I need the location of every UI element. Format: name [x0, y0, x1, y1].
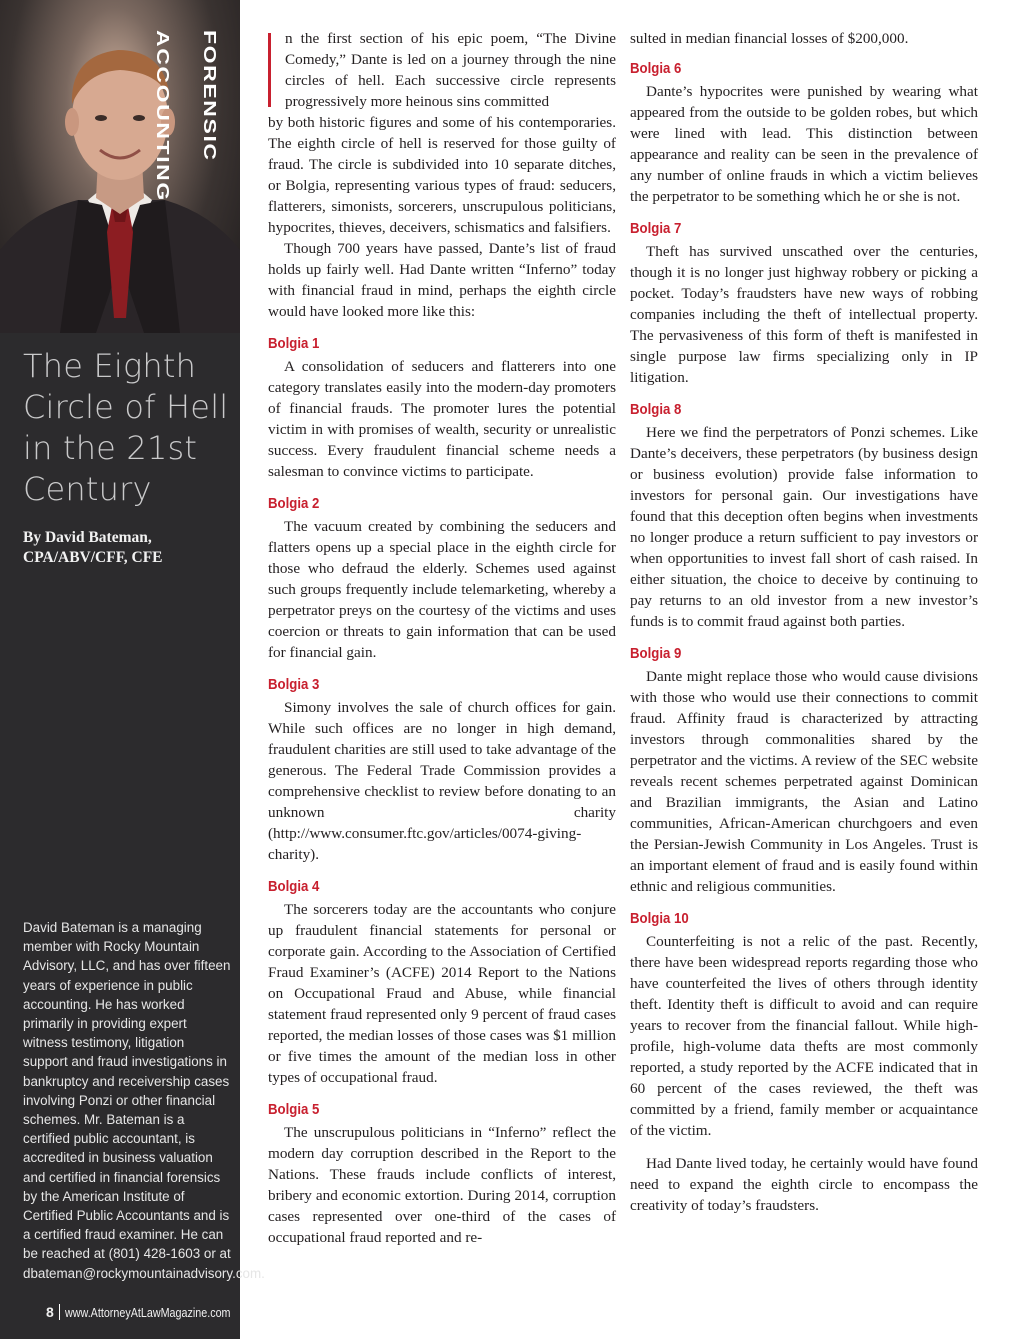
bolgia-2-heading: Bolgia 2: [268, 495, 320, 512]
article-column-2: [630, 28, 978, 1216]
article-title: The Eighth Circle of Hell in the 21st Century: [23, 347, 229, 508]
bolgia-4-heading: Bolgia 4: [268, 878, 320, 895]
bolgia-1-text: A consolidation of seducers and flatterers into one category translates easily into the modern-day promoters of financial frauds. The promoter lures the potential victim in with promises of wealth, security or unrealistic success. Every fraudulent financial scheme needs a salesman to convince victims to participate.: [268, 358, 616, 480]
bolgia-1-heading: Bolgia 1: [268, 335, 320, 352]
bolgia-6-heading: Bolgia 6: [630, 60, 682, 77]
byline-author: By David Bateman,: [23, 529, 152, 546]
intro-paragraph-2: Though 700 years have passed, Dante’s list of fraud holds up fairly well. Had Dante written “Inferno” today with financial fraud in mind, perhaps the eighth circle would have looked more like this:: [268, 240, 616, 320]
bolgia-4-text: The sorcerers today are the accountants who conjure up fraudulent financial statements for personal or corporate gain. According to the Association of Certified Fraud Examiner’s (ACFE) 2014 Report to the Nations on Occupational Fraud and Abuse, while financial statement fraud represented only 9 percent of fraud cases reported, the median losses of those cases was $1 million or five times the amount of the median loss in other types of occupational fraud.: [268, 901, 616, 1086]
section-label: FORENSIC ACCOUNTING: [153, 30, 221, 202]
bolgia-10-heading: Bolgia 10: [630, 910, 689, 927]
footer-url[interactable]: www.AttorneyAtLawMagazine.com: [64, 1306, 231, 1320]
closing-paragraph: Had Dante lived today, he certainly would have found need to expand the eighth circle to encompass the creativity of today’s fraudsters.: [630, 1155, 978, 1214]
bolgia-5-heading: Bolgia 5: [268, 1101, 320, 1118]
page-number: 8: [46, 1304, 54, 1320]
footer-divider: [59, 1304, 60, 1320]
bolgia-6-text: Dante’s hypocrites were punished by wearing what appeared from the outside to be golden robes, but which were lined with lead. This distinction between appearance and reality can be seen in the prevalence of any number of online frauds in which a victim believes the perpetrator to be something which he or she is not.: [630, 83, 978, 205]
bolgia-3-heading: Bolgia 3: [268, 676, 320, 693]
byline-credentials: CPA/ABV/CFF, CFE: [23, 549, 163, 566]
page-footer: [46, 1304, 257, 1320]
bolgia-7-heading: Bolgia 7: [630, 220, 682, 237]
drop-cap-rule: [268, 33, 271, 107]
intro-paragraph-rest: by both historic figures and some of his contemporaries. The eighth circle of hell is reserved for those guilty of fraud. The circle is subdivided into 10 separate ditches, or Bolgia, representing various types of fraud: seducers, flatterers, simonists, sorcerers, unscrupulous politicians, hypocrites, thieves, deceivers, schismatics and falsifiers.: [268, 114, 616, 236]
byline: [23, 528, 233, 568]
bolgia-7-text: Theft has survived unscathed over the centuries, though it is no longer just highway robbery or picking a pocket. Today’s fraudsters have new ways of robbing companies including the theft of intellectual property. The pervasiveness of this form of theft is manifested in single purpose law firms specializing only in IP litigation.: [630, 243, 978, 386]
bolgia-10-text: Counterfeiting is not a relic of the past. Recently, there have been widespread reports regarding those who have counterfeited the lives of others through identity theft. Identity theft is difficult to avoid and can require years to recover from the financial fallout. While high-profile, high-volume data thefts are most commonly reported, a study reported by the ACFE indicated that in 60 percent of the cases reviewed, the theft was committed by a friend, family member or acquaintance of the victim.: [630, 933, 978, 1139]
bolgia-8-heading: Bolgia 8: [630, 401, 682, 418]
bolgia-9-heading: Bolgia 9: [630, 645, 682, 662]
lede: [268, 28, 616, 238]
sidebar: [0, 0, 265, 1339]
author-bio: David Bateman is a managing member with Rocky Mountain Advisory, LLC, and has over fifteen years of experience in public accounting. He has worked primarily in providing expert witness testimony, litigation support and fraud investigations in bankruptcy and receivership cases involving Ponzi or other financial schemes. Mr. Bateman is a certified public accountant, is accredited in business valuation and certified in financial forensics by the American Institute of Certified Public Accountants and is a certified fraud examiner. He can be reached at (801) 428-1603 or at dbateman@rockymountainadvisory.com.: [23, 920, 265, 1281]
bolgia-3-text: Simony involves the sale of church offices for gain. While such offices are no longer in high demand, fraudulent charities are still used to take advantage of the generous. The Federal Trade Commission provides a comprehensive checklist to review before donating to an unknown charity (http://www.consumer.ftc.gov/articles/0074-giving-charity).: [268, 699, 616, 863]
article-column-1: [268, 28, 616, 1248]
intro-lines: n the first section of his epic poem, “The Divine Comedy,” Dante is led on a journey through the nine circles of hell. Each successive circle represents progressively more heinous sins committed: [285, 30, 616, 110]
bolgia-5-continued: sulted in median financial losses of $200,000.: [630, 30, 909, 47]
bolgia-9-text: Dante might replace those who would cause divisions with those who would use their connections to commit fraud. Affinity fraud is characterized by attracting investors through commonalities shared by the perpetrator and the victims. A review of the SEC website reveals recent schemes perpetrated against Dominican and Brazilian immigrants, the Asian and Latino communities, African-American churchgoers and even the Persian-Jewish Community in Los Angeles. Trust is an important element of fraud and is easily found within ethnic and religious communities.: [630, 668, 978, 895]
bolgia-2-text: The vacuum created by combining the seducers and flatters opens up a special place in the eighth circle for those who defraud the elderly. Schemes used against such groups frequently include telemarketing, whereby a perpetrator preys on the courtesy of the victims and uses coercion or threats to gain information that can be used for financial gain.: [268, 518, 616, 661]
bolgia-5-text: The unscrupulous politicians in “Inferno” reflect the modern day corruption described in the Report to the Nations. These frauds include conflicts of interest, bribery and economic extortion. During 2014, corruption cases represented over one-third of the cases of occupational fraud reported and re-: [268, 1124, 616, 1246]
bolgia-8-text: Here we find the perpetrators of Ponzi schemes. Like Dante’s deceivers, these perpetrators (by business design or business evolution) provide false information to investors for personal gain. Our investigations have found that this deception often begins when investments no longer produce a return sufficient to pay investors or when opportunities to invest fall short of cash raised. In either situation, the choice to deceive by continuing to pay returns to an old investor from a new investor’s funds is to commit fraud against both parties.: [630, 424, 978, 630]
